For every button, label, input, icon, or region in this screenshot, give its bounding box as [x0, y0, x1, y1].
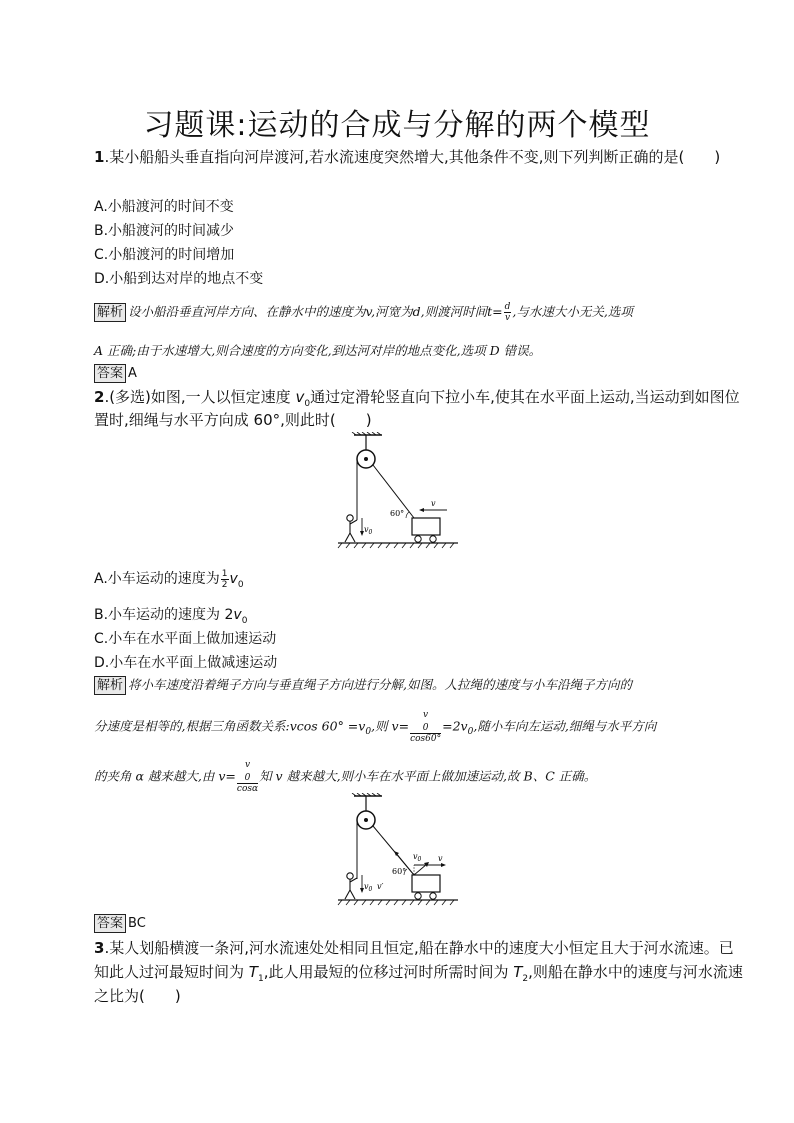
svg-text:60°: 60° [392, 867, 407, 876]
question-2-solution-line-1: 解析 将小车速度沿着绳子方向与垂直绳子方向进行分解,如图。人拉绳的速度与小车沿绳子方向的 [94, 675, 632, 695]
question-1-option-a: A.小船渡河的时间不变 [94, 199, 234, 215]
person [345, 873, 357, 899]
question-2-answer: 答案 BC [94, 914, 146, 933]
page-title: 习题课:运动的合成与分解的两个模型 [143, 108, 651, 143]
question-1-solution-line-1: 解析 设小船沿垂直河岸方向、在静水中的速度为v,河宽为d,则渡河时间t= $\frac{d}{v}$ ,与水速大小无关,选项 [94, 302, 633, 323]
question-2-stem-line-1: 2.(多选)如图,一人以恒定速度 $v_0$通过定滑轮竖直向下拉小车,使其在水平面上运动,当运动到如图位 [94, 388, 740, 409]
question-2-option-b: B.小车运动的速度为 $2v_0$ [94, 607, 248, 626]
question-1-option-d: D.小船到达对岸的地点不变 [94, 271, 264, 287]
question-2-solution-line-2: 分速度是相等的,根据三角函数关系:vcos $60^\circ =v_0$,则 v= v $_0$ cos60° $=2v_0$,随小车向左运动,细绳与水平方向 [94, 710, 657, 744]
question-number: 3 [94, 939, 105, 957]
question-1-option-b: B.小船渡河的时间减少 [94, 223, 235, 239]
svg-text:v: v [438, 854, 443, 863]
pulley-cart-figure [330, 432, 460, 550]
fraction: $\frac{1}{2}$ [221, 568, 228, 590]
question-3-stem-line-2: 知此人过河最短时间为 $T_1$,此人用最短的位移过河时所需时间为 $T_2$,则船在静水中的速度与河水流速 [94, 963, 743, 984]
question-2-option-c: C.小车在水平面上做加速运动 [94, 631, 277, 647]
question-number: 1 [94, 148, 105, 166]
question-2-option-a: A.小车运动的速度为 $\frac{1}{2}$ $v_0$ [94, 568, 244, 590]
question-1-answer: 答案 A [94, 364, 137, 383]
question-2-stem-line-2: 置时,细绳与水平方向成 60°,则此时( ) [94, 411, 372, 429]
svg-text:v0: $v_0$ [364, 882, 373, 893]
fraction: $\frac{d}{v}$ [504, 302, 511, 323]
cart [412, 875, 440, 892]
person [345, 515, 357, 542]
question-1-option-c: C.小船渡河的时间增加 [94, 247, 235, 263]
question-3-stem-line-1: 3.某人划船横渡一条河,河水流速处处相同且恒定,船在静水中的速度大小恒定且大于河水流速。已 [94, 939, 734, 957]
question-1-stem: 1.某小船船头垂直指向河岸渡河,若水流速度突然增大,其他条件不变,则下列判断正确的是( ) [94, 148, 721, 166]
answer-tag: 答案 [94, 914, 126, 933]
svg-text:v0: $v_0$ [364, 525, 373, 536]
svg-text:v0: $v_0$ [413, 852, 422, 863]
question-2-solution-line-3: 的夹角 α 越来越大,由 v= v $_0$ cosα 知 v 越来越大,则小车在水平面上做加速运动,故 B、C 正确。 [94, 760, 597, 794]
answer-tag: 答案 [94, 364, 126, 383]
question-number: 2 [94, 388, 105, 406]
svg-text:v: v [431, 499, 436, 508]
cart [412, 518, 440, 535]
svg-text:v′: v′ [377, 882, 384, 891]
svg-text:60°: 60° [390, 509, 405, 518]
solution-tag: 解析 [94, 676, 126, 695]
question-3-stem-line-3: 之比为( ) [94, 987, 181, 1005]
question-2-option-d: D.小车在水平面上做减速运动 [94, 655, 278, 671]
fraction: v $_0$ cos60° [410, 710, 442, 744]
fraction: v $_0$ cosα [236, 760, 259, 794]
question-1-solution-line-2: A 正确;由于水速增大,则合速度的方向变化,到达河对岸的地点变化,选项 D 错误。 [94, 343, 542, 358]
velocity-decomposition-figure [330, 793, 460, 908]
solution-tag: 解析 [94, 303, 126, 322]
